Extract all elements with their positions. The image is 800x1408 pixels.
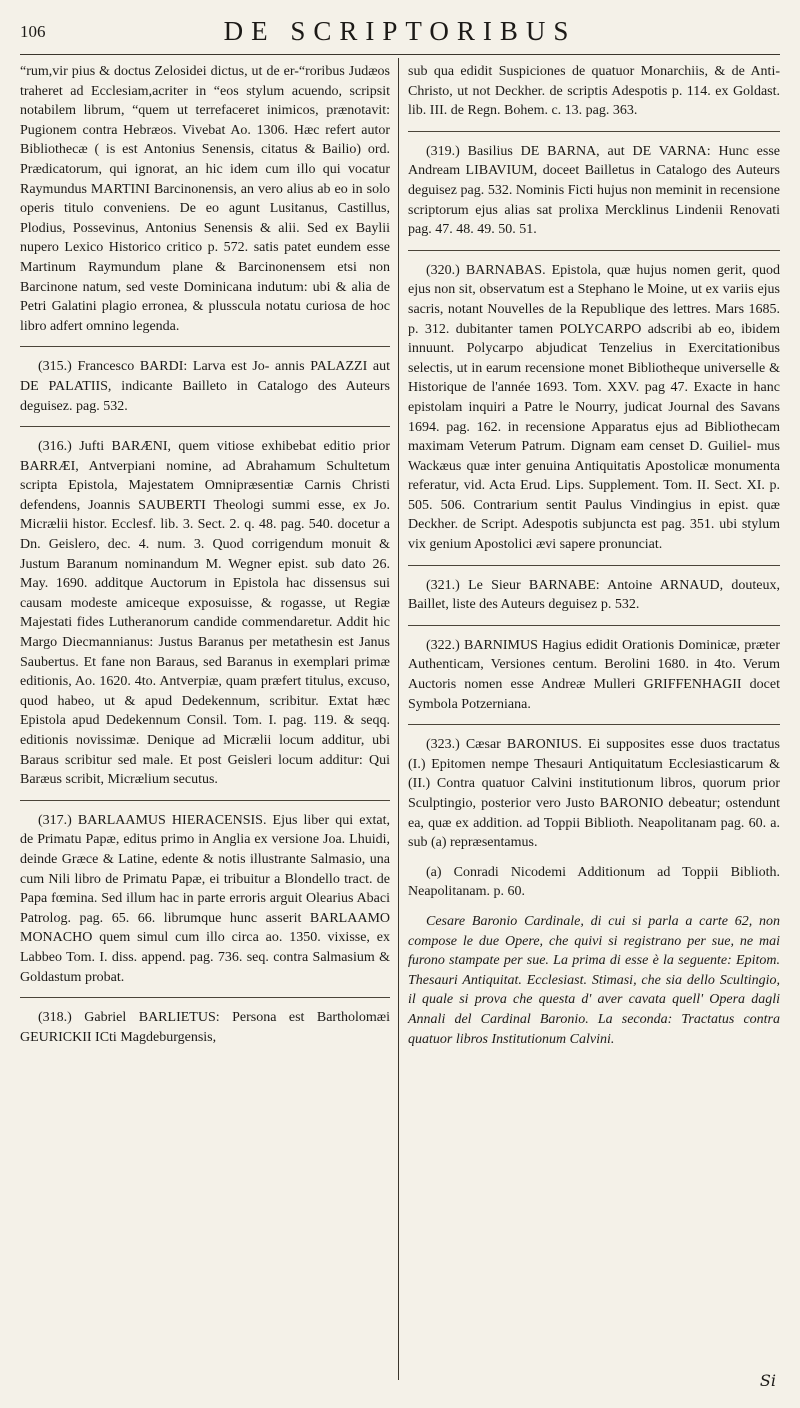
separator xyxy=(20,997,390,998)
separator xyxy=(20,346,390,347)
entry-320: (320.) BARNABAS. Epistola, quæ hujus nomen gerit, quod ejus non sit, observatum est a Stephano le Moine, ut ex variis ejus sacris, notant Nouvelles de la Republique des lettres. Mars 1685. p. 312. dubitanter tamen POLYCARPO adscribi ab eo, ibidem innuunt. Polycarpo abjudicat Tenzelius in Exercitationibus selectis, ut in earum recensione monet Bibliotheque universelle & Historique de l'année 1693. Tom. XXV. pag 47. Exacte in hanc epistolam inquiri a Patre le Nourry, judicat Journal des Savans 1694. pag. 162. in recensione Apparatus ejus ad Bibliothecam maximam Veterum Patrum. Dignam eam censet D. Guiliel- mus Wackæus quæ inter genuina Antiquitatis Apostolicæ monumenta referatur, vid. Acta Erud. Lips. Supplement. Tom. II. Sect. XI. p. 505. 506. Contrarium sentit Paulus Vindingius in epist. quæ Deckher. de Script. Adespotis subjuncta est pag. 351. ubi stylum vix genium Apostolici ævi sapere pronunciat. xyxy=(408,262,780,553)
separator xyxy=(408,250,780,251)
running-title: DE SCRIPTORIBUS xyxy=(223,16,577,46)
entry-317: (317.) BARLAAMUS HIERACENSIS. Ejus liber qui extat, de Primatu Papæ, editus primo in Anglia ex versione Joa. Lhuidi, deinde Græce & Latine, edente & notis illustrante Salmasio, una cum Nili libro de Primatu Papæ, ei tribuitur a Blondello tract. de Papa fœmina. Sed illum hac in parte erroris arguit Olearius Abaci Patrolog. pag. 65. 66. librumque hunc asserit BARLAAMO MONACHO quem simul cum illo circa ao. 1350. vixisse, ex Labbeo Tom. I. diss. append. pag. 736. seq. contra Salmasium & Goldastum probat. xyxy=(20,812,390,985)
separator xyxy=(408,724,780,725)
entry-continuation-right: sub qua edidit Suspiciones de quatuor Monarchiis, & de Anti-Christo, ut not Deckher. de scriptis Adespotis p. 114. ex Goldast. lib. III. de Regn. Bohem. c. 13. pag. 363. xyxy=(408,64,780,119)
entry-316: (316.) Jufti BARÆNI, quem vitiose exhibebat editio prior BARRÆI, Antverpiani nomine, ad Abrahamum Schultetum scripta Epistola, Majestatem Omnipræsentiæ Carnis Christi defendens, Joannis SAUBERTI Theologi summi esse, ex Jo. Micrælii histor. Ecclesf. lib. 3. Sect. 2. q. 48. pag. 540. docetur a Dn. Geislero, dec. 4. num. 3. Quod corrigendum monuit & Justum Baranum nominandum M. Wegner epist. sub dato 26. May. 1690. additque Auctorum in Epistola hac dissensus sui causam modeste amiceque exposuisse, & rogasse, ut Regiæ Majestati fides Lutheranorum candide commendaretur. Addit hic Margo Diecmannianus: Justus Baranus per metathesin est Janus Saubertus. Et fane non Baraus, sed Baranus in exemplari primæ editionis, Ao. 1620. 4to. Antverpiæ, quam præfert titulus, excuso, quod habeo, ut & apud Dedekennum, scribitur. Extat hæc Epistola apud Dedekennum Consil. Tom. I. pag. 119. & seqq. editionis novissimæ. Denique ad Micrælii locum additur, ubi Baraus scribitur sed male. Et post Geisleri locum additur: Qui Baræus scribit, Micrælium secutus. xyxy=(20,439,390,788)
entry-318: (318.) Gabriel BARLIETUS: Persona est Bartholomæi GEURICKII ICti Magdeburgensis, xyxy=(20,1010,390,1045)
separator xyxy=(20,800,390,801)
entry-322: (322.) BARNIMUS Hagius edidit Orationis Dominicæ, præter Authenticam, Versiones centum. Berolini 1680. in 4to. Verum Auctoris nomen esse Andreæ Mulleri GRIFFENHAGII docet Symbola Potzerniana. xyxy=(408,637,780,712)
entry-323: (323.) Cæsar BARONIUS. Ei supposites esse duos tractatus (I.) Epitomen nempe Thesauri Antiquitatum Ecclesiasticarum & (II.) Contra quatuor Calvini institutionum libros, quorum prior Sculptingio, posterior vero Justo BARONIO debeatur; ostendunt ea, quæ ex addition. ad Toppii Biblioth. Neapolitanam pag. 60. a. sub (a) repræsentamus. xyxy=(408,737,780,851)
separator xyxy=(408,625,780,626)
page-number: 106 xyxy=(20,22,46,41)
left-column xyxy=(20,62,390,1057)
header-rule xyxy=(20,54,780,55)
entry-continuation: “rum,vir pius & doctus Zelosidei dictus, ut de er-“roribus Judæos traheret ad Ecclesiam,acriter in “eos stylum acuendo, scripsit notabilem librum, “quem ut terrefaceret inimicos, prænotavit: Pugionem contra Hebræos. Vivebat Ao. 1306. Hæc refert autor Bibliothecæ ( is est Antonius Senensis, citatus & Bailio) ord. Prædicatorum, qui ignorat, an hic idem cum illo qui vocatur Raymundus MARTINI Barcinonensis, an vero alius ab eo in solo operis titulo conveniens. De eo agunt Lusitanus, Castillus, Plodius, Possevinus, Antonius Senensis & alii. Sed ex Baylii nupero Lexico Historico critico p. 572. satis patet eundem esse Martinum Raymundum plane & Barcinonensem etsi non Barcinone natum, sed veste Dominicana indutum: ubi & alia de Petri Galatini plagio erronea, & plusscula notatu curiosa de hoc libro adfert omnino legenda. xyxy=(20,64,390,334)
column-divider xyxy=(398,58,399,1380)
entry-321: (321.) Le Sieur BARNABE: Antoine ARNAUD, douteux, Baillet, liste des Auteurs deguisez p. 532. xyxy=(408,577,780,613)
page-header xyxy=(20,16,780,50)
footnote-a: (a) Conradi Nicodemi Additionum ad Toppii Biblioth. Neapolitanam. p. 60. xyxy=(408,864,780,900)
separator xyxy=(408,565,780,566)
footnote-italian: Cesare Baronio Cardinale, di cui si parla a carte 62, non compose le due Opere, che quivi si registrano per sue, ne mai furono stampate per sue. La prima di esse è la seguente: Epitom. Thesauri Antiquitat. Ecclesiast. Stimasi, che sia dello Scultingio, il quale si prova che questa d' aver cavata quell' Opera dagli Annali del Cardinal Baronio. La seconda: Tractatus contra quatuor libros Institutionum Calvini. xyxy=(408,913,780,1047)
entry-319: (319.) Basilius DE BARNA, aut DE VARNA: Hunc esse Andream LIBAVIUM, doceet Bailletus in Catalogo des Auteurs deguisez pag. 532. Nominis Ficti hujus non meminit in recensione scriptorum ejus alias sat prolixa Mercklinus Lindenii Renovati pag. 47. 48. 49. 50. 51. xyxy=(408,143,780,238)
right-column xyxy=(408,62,780,1059)
separator xyxy=(20,426,390,427)
entry-315: (315.) Francesco BARDI: Larva est Jo- annis PALAZZI aut DE PALATIIS, indicante Bailleto in Catalogo des Auteurs deguisez. pag. 532. xyxy=(20,359,390,414)
catchword: Si xyxy=(759,1371,776,1390)
separator xyxy=(408,131,780,132)
